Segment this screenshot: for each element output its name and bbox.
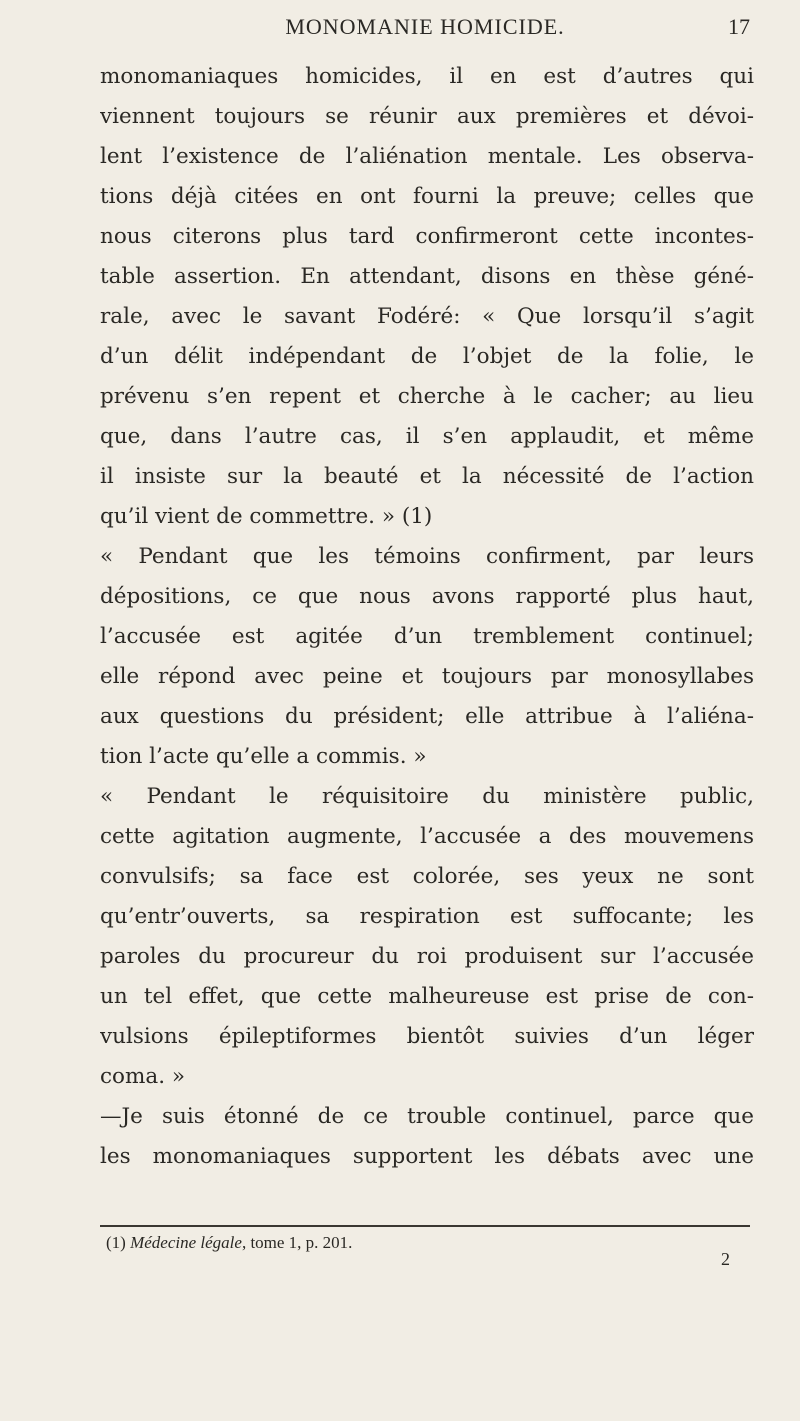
page-number: 17 bbox=[728, 14, 750, 39]
footnote-reference: , tome 1, p. 201. bbox=[241, 1233, 353, 1252]
text-line: l’accusée est agitée d’un tremblement continuel; bbox=[100, 624, 754, 649]
text-line: table assertion. En attendant, disons en thèse géné- bbox=[100, 264, 754, 289]
body-text bbox=[100, 57, 754, 1177]
text-line: tion l’acte qu’elle a commis. » bbox=[100, 744, 427, 769]
text-line: tions déjà citées en ont fourni la preuve; celles que bbox=[100, 184, 754, 209]
text-line: convulsifs; sa face est colorée, ses yeux ne sont bbox=[100, 864, 754, 889]
text-line: prévenu s’en repent et cherche à le cacher; au lieu bbox=[100, 384, 754, 409]
text-line: elle répond avec peine et toujours par monosyllabes bbox=[100, 664, 754, 689]
running-title: MONOMANIE HOMICIDE. bbox=[285, 14, 565, 39]
text-line: aux questions du président; elle attribue à l’aliéna- bbox=[100, 704, 754, 729]
footnote-marker: (1) bbox=[106, 1233, 126, 1252]
text-line: un tel effet, que cette malheureuse est prise de con- bbox=[100, 984, 754, 1009]
text-line: monomaniaques homicides, il en est d’autres qui bbox=[100, 64, 754, 89]
text-line: paroles du procureur du roi produisent sur l’accusée bbox=[100, 944, 754, 969]
footnote-rule bbox=[100, 1225, 750, 1227]
footnote bbox=[106, 1233, 352, 1253]
text-line: les monomaniaques supportent les débats avec une bbox=[100, 1144, 754, 1169]
text-line: il insiste sur la beauté et la nécessité de l’action bbox=[100, 464, 754, 489]
signature-mark: 2 bbox=[721, 1249, 730, 1269]
text-line: qu’il vient de commettre. » (1) bbox=[100, 504, 433, 529]
text-line: —Je suis étonné de ce trouble continuel, parce que bbox=[100, 1104, 754, 1129]
text-line: « Pendant que les témoins confirment, par leurs bbox=[100, 544, 754, 569]
text-line: « Pendant le réquisitoire du ministère public, bbox=[100, 784, 754, 809]
text-line: que, dans l’autre cas, il s’en applaudit, et même bbox=[100, 424, 754, 449]
text-line: viennent toujours se réunir aux premières et dévoi- bbox=[100, 104, 754, 129]
text-line: qu’entr’ouverts, sa respiration est suffocante; les bbox=[100, 904, 754, 929]
text-line: coma. » bbox=[100, 1064, 186, 1089]
text-line: vulsions épileptiformes bientôt suivies d’un léger bbox=[100, 1024, 754, 1049]
text-line: d’un délit indépendant de l’objet de la folie, le bbox=[100, 344, 754, 369]
text-line: nous citerons plus tard confirmeront cette incontes- bbox=[100, 224, 754, 249]
running-head bbox=[100, 14, 750, 48]
text-line: dépositions, ce que nous avons rapporté plus haut, bbox=[100, 584, 754, 609]
text-line: rale, avec le savant Fodéré: « Que lorsqu’il s’agit bbox=[100, 304, 754, 329]
footnote-title: Médecine légale bbox=[130, 1233, 242, 1252]
text-line: cette agitation augmente, l’accusée a des mouvemens bbox=[100, 824, 754, 849]
text-line: lent l’existence de l’aliénation mentale. Les observa- bbox=[100, 144, 754, 169]
